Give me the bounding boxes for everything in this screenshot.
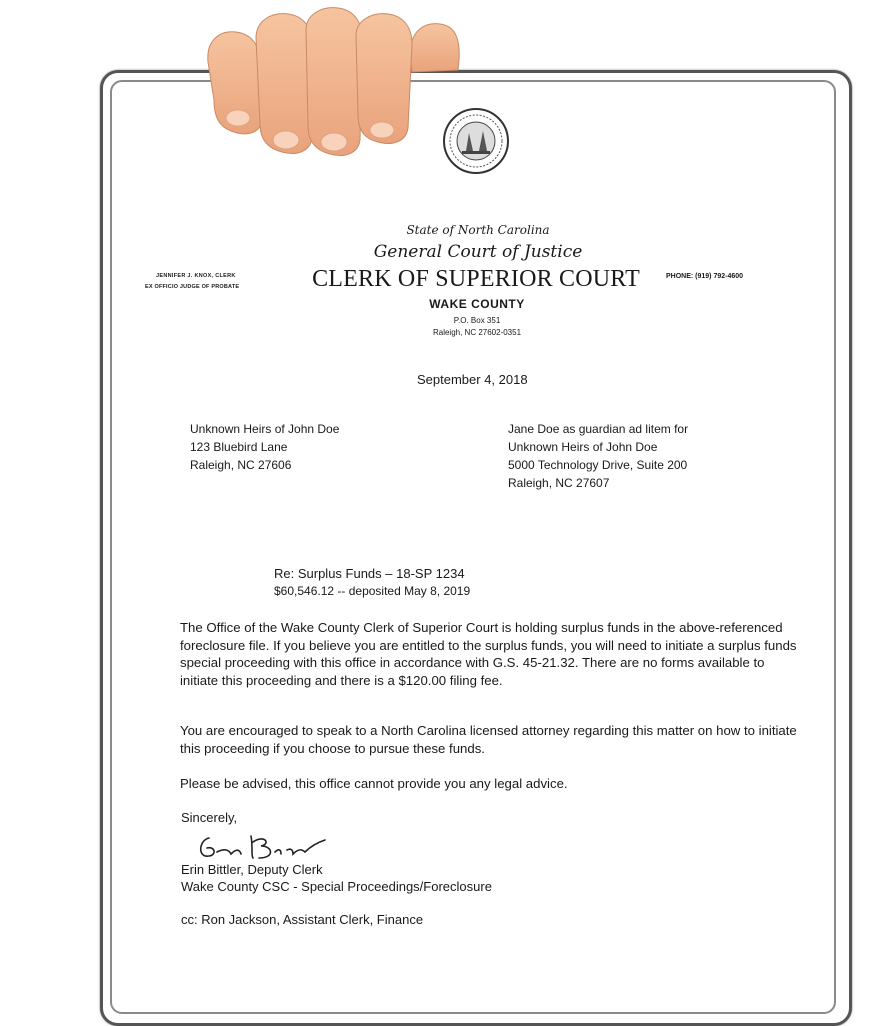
closing-salutation: Sincerely, bbox=[181, 810, 238, 825]
letterhead-po-box: P.O. Box 351 bbox=[453, 316, 501, 325]
body-paragraph: You are encouraged to speak to a North Carolina licensed attorney regarding this matter on how to initiate this proceeding if you choose to pursue these funds. bbox=[180, 723, 797, 756]
re-line: Re: Surplus Funds – 18-SP 1234 bbox=[274, 566, 465, 581]
signer-name: Erin Bittler, Deputy Clerk bbox=[181, 862, 323, 877]
recipient-address-left bbox=[190, 420, 339, 474]
address-line: Unknown Heirs of John Doe bbox=[508, 440, 658, 454]
letterhead-clerk-title: EX OFFICIO JUDGE OF PROBATE bbox=[145, 284, 240, 290]
letterhead-city: Raleigh, NC 27602-0351 bbox=[432, 328, 522, 337]
body-paragraph: The Office of the Wake County Clerk of Superior Court is holding surplus funds in the above-referenced foreclosure file. If you believe you are entitled to the surplus funds, you will need to initiate a surplus funds special proceeding with this office in accordance with G.S. 45-21.32. There are no forms available to initiate this proceeding and there is a $120.00 filing fee. bbox=[180, 620, 797, 688]
address-line: Unknown Heirs of John Doe bbox=[190, 422, 340, 436]
body-paragraph: Please be advised, this office cannot provide you any legal advice. bbox=[180, 776, 568, 791]
letter-date: September 4, 2018 bbox=[417, 372, 528, 387]
letterhead-clerk-name: JENNIFER J. KNOX, CLERK bbox=[156, 273, 236, 279]
address-line: 123 Bluebird Lane bbox=[190, 440, 288, 454]
letterhead-court: General Court of Justice bbox=[373, 242, 583, 262]
letterhead-phone: PHONE: (919) 792-4600 bbox=[666, 273, 744, 280]
address-line: Raleigh, NC 27607 bbox=[508, 476, 610, 490]
letterhead-county: WAKE COUNTY bbox=[429, 297, 525, 311]
address-line: Raleigh, NC 27606 bbox=[190, 458, 292, 472]
letterhead-office: CLERK OF SUPERIOR COURT bbox=[312, 266, 640, 292]
address-line: Jane Doe as guardian ad litem for bbox=[508, 422, 689, 436]
handwritten-signature-icon bbox=[195, 828, 335, 864]
cc-line: cc: Ron Jackson, Assistant Clerk, Finance bbox=[181, 912, 424, 927]
re-amount-line: $60,546.12 -- deposited May 8, 2019 bbox=[274, 584, 471, 598]
letterhead-state: State of North Carolina bbox=[406, 223, 550, 237]
signer-title: Wake County CSC - Special Proceedings/Foreclosure bbox=[181, 879, 492, 894]
state-seal-icon bbox=[442, 107, 510, 175]
address-line: 5000 Technology Drive, Suite 200 bbox=[508, 458, 688, 472]
hand-icon bbox=[200, 0, 470, 160]
recipient-address-right bbox=[508, 420, 688, 492]
